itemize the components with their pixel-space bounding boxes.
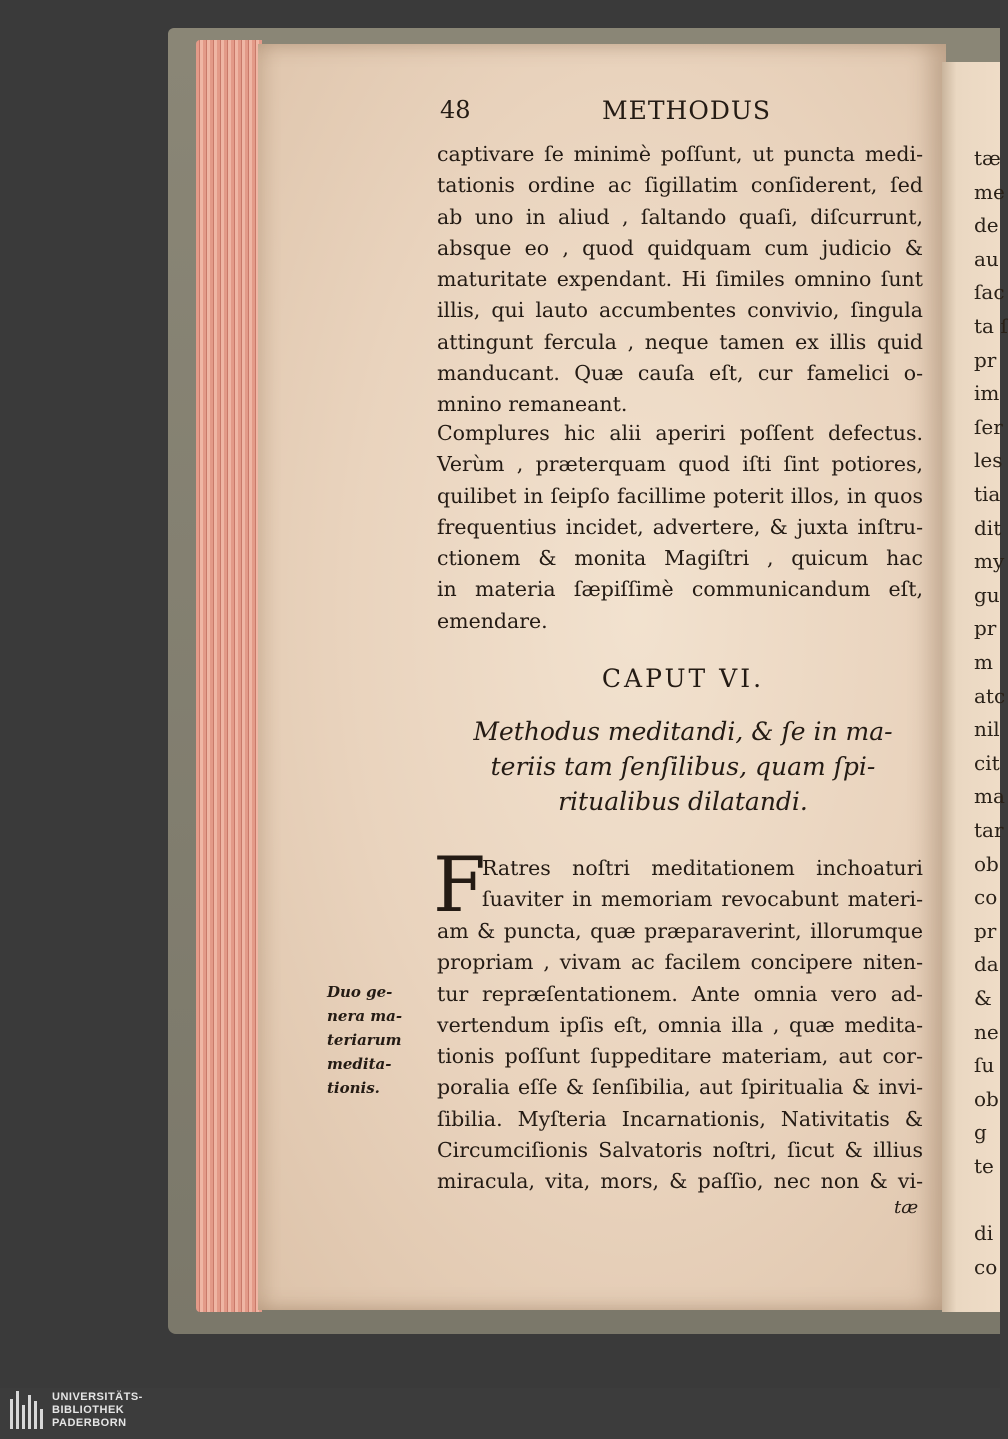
text-line: illis, qui lauto accumbentes convivio, ſingula: [437, 298, 923, 323]
text-line: poralia eſſe & ſenſibilia, aut ſpiritualia & invi-: [437, 1075, 923, 1100]
facing-page-fragment: les: [974, 448, 1003, 473]
text-line: vertendum ipſis eſt, omnia illa , quæ medita-: [437, 1012, 923, 1037]
facing-page-fragment: tæ: [974, 146, 1001, 170]
facing-page-fragment: ma: [974, 784, 1005, 809]
text-line: tur repræſentationem. Ante omnia vero ad-: [437, 981, 923, 1006]
text-line: maturitate expendant. Hi ſimiles omnino ſunt: [437, 267, 923, 292]
facing-page-fragment: nil: [974, 717, 1000, 742]
facing-page-fragment: my: [974, 549, 1005, 574]
drop-cap: F: [433, 840, 486, 929]
facing-page-fragment: ob: [974, 851, 999, 876]
text-line: absque eo , quod quidquam cum judicio &: [437, 235, 923, 260]
text-line: ſuaviter in memoriam revocabunt materi-: [482, 887, 923, 912]
facing-page-fragment: tia: [974, 482, 1001, 506]
text-line: ab uno in aliud , ſaltando quaſi, diſcurrunt,: [437, 204, 923, 229]
logo-text-line: PADERBORN: [52, 1417, 127, 1429]
page-header: [440, 96, 930, 130]
text-line: am & puncta, quæ præparaverint, illorumque: [437, 919, 923, 943]
logo-text-line: UNIVERSITÄTS-: [52, 1391, 143, 1403]
margin-note-line: teriarum: [327, 1031, 402, 1049]
paragraph-2: [437, 418, 923, 637]
chapter-title: CAPUT VI.: [601, 664, 765, 693]
facing-page-fragment: ta ſ: [974, 314, 1008, 338]
library-logo-icon: [10, 1391, 46, 1429]
facing-page-fragment: au: [974, 246, 999, 271]
footer-bar: [0, 1388, 1000, 1439]
facing-page-fragment: ſac: [974, 280, 1005, 305]
facing-page-fragment: gu: [974, 582, 1000, 607]
margin-note: [327, 980, 423, 1100]
text-line: tionis poſſunt ſuppeditare materiam, aut cor-: [437, 1044, 923, 1069]
subtitle-line: Methodus meditandi, & ſe in ma-: [473, 717, 893, 746]
text-line: miracula, vita, mors, & paſſio, nec non & vi-: [437, 1169, 923, 1194]
text-line: Ratres noſtri meditationem inchoaturi: [482, 856, 923, 880]
library-logo-text: [52, 1391, 143, 1430]
logo-text-line: BIBLIOTHEK: [52, 1404, 125, 1416]
paragraph-3-indented: [482, 853, 923, 916]
text-line: manducant. Quæ cauſa eſt, cur famelici o-: [437, 361, 923, 386]
text-line: ctionem & monita Magiſtri , quicum hac: [437, 546, 923, 571]
facing-page-fragment: co: [974, 885, 998, 910]
text-line: frequentius incidet, advertere, & juxta inſtru-: [437, 514, 923, 539]
chapter-subtitle: [440, 714, 926, 819]
text-line: emendare.: [437, 608, 548, 633]
text-line: Complures hic alii aperiri poſſent defectus.: [437, 421, 923, 445]
margin-note-line: medita-: [327, 1055, 392, 1073]
subtitle-line: teriis tam ſenſilibus, quam ſpi-: [490, 752, 876, 781]
page-number: 48: [440, 96, 471, 124]
facing-page-fragment: im: [974, 381, 1000, 406]
text-line: tationis ordine ac ſigillatim conſiderent, ſed: [437, 173, 923, 198]
facing-page-fragment: me: [974, 179, 1005, 204]
text-line: mnino remaneant.: [437, 392, 628, 417]
facing-page-fragment: pr: [974, 918, 997, 943]
facing-page-fragment: te: [974, 1154, 994, 1178]
facing-page-fragment: ob: [974, 1086, 999, 1111]
text-line: attingunt fercula , neque tamen ex illis quid: [437, 329, 923, 354]
facing-page-fragment: tar: [974, 818, 1004, 842]
subtitle-line: ritualibus dilatandi.: [558, 787, 808, 816]
facing-page-fragment: da: [974, 952, 999, 977]
text-line: quilibet in ſeipſo facillime poterit illos, in quos: [437, 483, 923, 508]
page-edges: [196, 40, 262, 1312]
facing-page-fragment: ſu: [974, 1053, 995, 1078]
facing-page-fragment: &: [974, 986, 992, 1010]
margin-note-line: tionis.: [327, 1079, 380, 1097]
text-line: in materia ſæpiſſimè communicandum eſt,: [437, 577, 923, 602]
paragraph-3: [437, 916, 923, 1198]
text-line: captivare ſe minimè poſſunt, ut puncta medi-: [437, 142, 923, 166]
facing-page-fragment: dit: [974, 515, 1002, 540]
facing-page-fragment: co: [974, 1254, 998, 1279]
running-head: METHODUS: [602, 96, 772, 125]
text-line: Circumciſionis Salvatoris noſtri, ſicut & illius: [437, 1138, 923, 1163]
facing-page-fragment: pr: [974, 616, 997, 641]
facing-page-fragment: pr: [974, 347, 997, 372]
facing-page-edge: [942, 62, 1008, 1312]
facing-page-fragment: de: [974, 213, 999, 238]
text-line: ſibilia. Myſteria Incarnationis, Nativitatis &: [437, 1106, 923, 1131]
facing-page-fragment: ſer: [974, 414, 1003, 439]
facing-page-fragment: ne: [974, 1019, 999, 1044]
paragraph-1: [437, 139, 923, 421]
facing-page-fragment: di: [974, 1221, 994, 1246]
facing-page-fragment: m: [974, 650, 993, 674]
facing-page-fragment: atc: [974, 683, 1006, 708]
margin-note-line: nera ma-: [327, 1007, 403, 1025]
facing-page-fragment: cit: [974, 750, 1000, 775]
text-line: Verùm , præterquam quod iſti ſint potiores,: [437, 452, 923, 477]
facing-page-fragment: g: [974, 1120, 987, 1145]
margin-note-line: Duo ge-: [327, 983, 393, 1001]
catchword: tæ: [894, 1197, 919, 1218]
text-line: propriam , vivam ac facilem concipere niten-: [437, 950, 923, 975]
